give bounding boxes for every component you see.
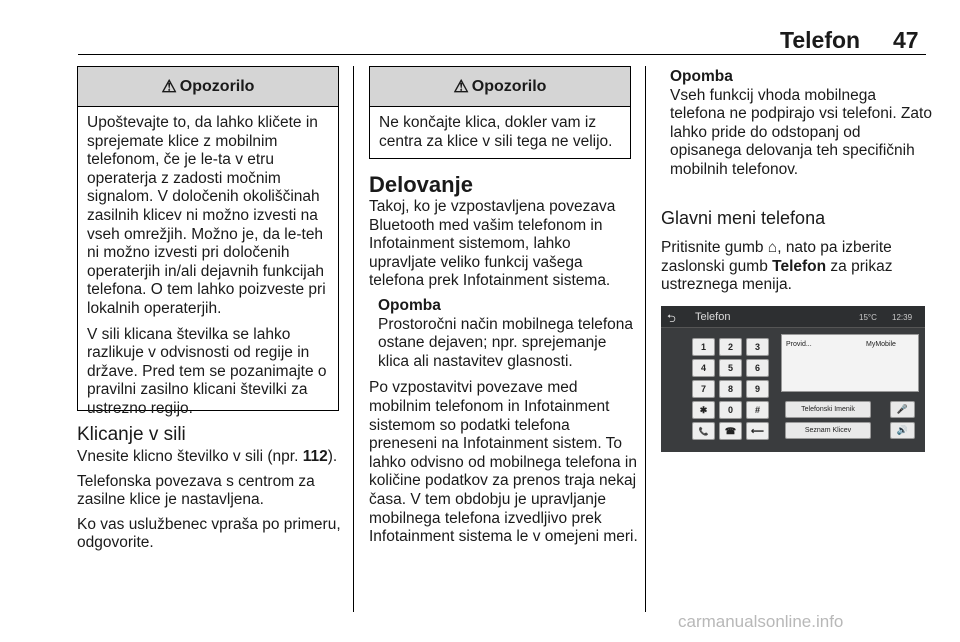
note-text: Prostoročni način mobilnega telefona ostane dejaven; npr. sprejemanje klica ali nastavitev glasnosti. — [378, 315, 634, 370]
delete-icon[interactable]: ⟵ — [746, 422, 769, 440]
keypad-key[interactable]: 4 — [692, 359, 715, 377]
call-icon[interactable]: 📞 — [692, 422, 715, 440]
keypad-key[interactable]: 6 — [746, 359, 769, 377]
phone-screen-figure — [661, 306, 925, 452]
phonebook-button[interactable]: Telefonski Imenik — [785, 401, 871, 418]
warning-title: Opozorilo — [471, 77, 547, 95]
screen-title: Telefon — [695, 311, 731, 323]
call-list-button[interactable]: Seznam Klicev — [785, 422, 871, 439]
screen-clock: 12:39 — [892, 313, 913, 322]
warning-triangle-icon: ⚠ — [453, 76, 469, 96]
note-title: Opomba — [670, 68, 733, 85]
emergency-paragraph: Ko vas uslužbenec vpraša po primeru, odgovorite. — [77, 515, 341, 552]
device-name: MyMobile — [866, 341, 896, 348]
keypad-key[interactable]: ✱ — [692, 401, 715, 419]
watermark: carmanualsonline.info — [678, 612, 844, 631]
column-divider-right — [645, 66, 646, 612]
warning-paragraph: V sili klicana številka se lahko razlikuje v odvisnosti od regije in države. Pred tem se pozanimajte o pravilni zasilno klicani številki za ustrezno regijo. — [87, 325, 327, 417]
hangup-icon[interactable]: ☎ — [719, 422, 742, 440]
screen-temperature: 15°C — [859, 313, 877, 322]
note-block-features — [670, 68, 932, 180]
emergency-text — [77, 448, 347, 553]
keypad-key[interactable]: 0 — [719, 401, 742, 419]
operation-paragraph: Po vzpostavitvi povezave med mobilnim telefonom in Infotainment sistemom so podatki telefona preneseni na Infotainment sistem. To lahko odvisno od mobilnega telefona in količine podatkov za prenos traja nekaj časa. V tem obdobju je upravljanje mobilnega telefona izvedljivo prek Infotainment sistema le v omejeni meri. — [369, 379, 638, 546]
header-rule — [78, 54, 926, 55]
keypad-key[interactable]: 2 — [719, 338, 742, 356]
section-heading-main-menu: Glavni meni telefona — [661, 208, 826, 228]
warning-triangle-icon: ⚠ — [161, 76, 177, 96]
operation-paragraph: Takoj, ko je vzpostavljena povezava Bluetooth med vašim telefonom in Infotainment sistemom, lahko upravljate veliko funkcij vašega telefona prek Infotainment sistema. — [369, 198, 616, 290]
keypad-key[interactable]: # — [746, 401, 769, 419]
emergency-number: 112 — [302, 448, 328, 465]
emergency-paragraph: Telefonska povezava s centrom za zasilne klice je nastavljena. — [77, 472, 315, 509]
warning-box-end-call — [369, 66, 631, 159]
warning-box-emergency — [77, 66, 339, 417]
warning-paragraph: Ne končajte klica, dokler vam iz centra za klice v sili tega ne velijo. — [379, 114, 613, 150]
keypad-key[interactable]: 9 — [746, 380, 769, 398]
page-header-title: Telefon — [780, 27, 861, 53]
speaker-icon[interactable]: 🔊 — [890, 422, 915, 439]
screen-title-bar — [661, 306, 925, 328]
keypad-key[interactable]: 5 — [719, 359, 742, 377]
keypad-key[interactable]: 7 — [692, 380, 715, 398]
column-divider-left — [353, 66, 354, 612]
warning-box-body — [78, 107, 338, 425]
note-text: Vseh funkcij vhoda mobilnega telefona ne podpirajo vsi telefoni. Zato lahko pride do odstopanj od opisanega delovanja teh specifičnih mobilnih telefonov. — [670, 86, 932, 178]
note-block — [369, 297, 639, 371]
note-title: Opomba — [378, 296, 441, 314]
section-heading-emergency: Klicanje v sili — [77, 424, 186, 445]
page-number: 47 — [893, 27, 919, 53]
home-icon: ⌂ — [767, 239, 778, 256]
operation-text — [369, 198, 639, 547]
main-menu-text: Pritisnite gumb ⌂, nato pa izberite zaslonski gumb Telefon za prikaz ustreznega menija. — [661, 239, 893, 294]
keypad-key[interactable]: 3 — [746, 338, 769, 356]
section-heading-operation: Delovanje — [369, 172, 473, 197]
keypad-key[interactable]: 8 — [719, 380, 742, 398]
back-arrow-icon[interactable]: ⮌ — [667, 313, 676, 325]
keypad-key[interactable]: 1 — [692, 338, 715, 356]
warning-title: Opozorilo — [179, 77, 255, 95]
warning-box-header — [78, 67, 338, 107]
mute-icon[interactable]: 🎤 — [890, 401, 915, 418]
provider-panel — [781, 334, 919, 392]
provider-name: Provid... — [786, 341, 812, 348]
warning-box-body — [370, 107, 630, 157]
telefon-button-label: Telefon — [772, 257, 827, 275]
warning-box-header — [370, 67, 630, 107]
emergency-paragraph: Vnesite klicno številko v sili (npr. 112). — [77, 448, 338, 465]
warning-paragraph: Upoštevajte to, da lahko kličete in sprejemate klice z mobilnim telefonom, če je le-ta v etru operaterja z zadosti močnim signalom. V določenih okoliščinah zasilnih klicev ni možno izvesti na vseh omrežjih. Možno je, da le-teh ni možno izvesti pri določenih operaterjih in/ali dejavnih funkcijah telefona. O tem lahko poizveste pri lokalnih operaterjih. — [87, 114, 326, 317]
